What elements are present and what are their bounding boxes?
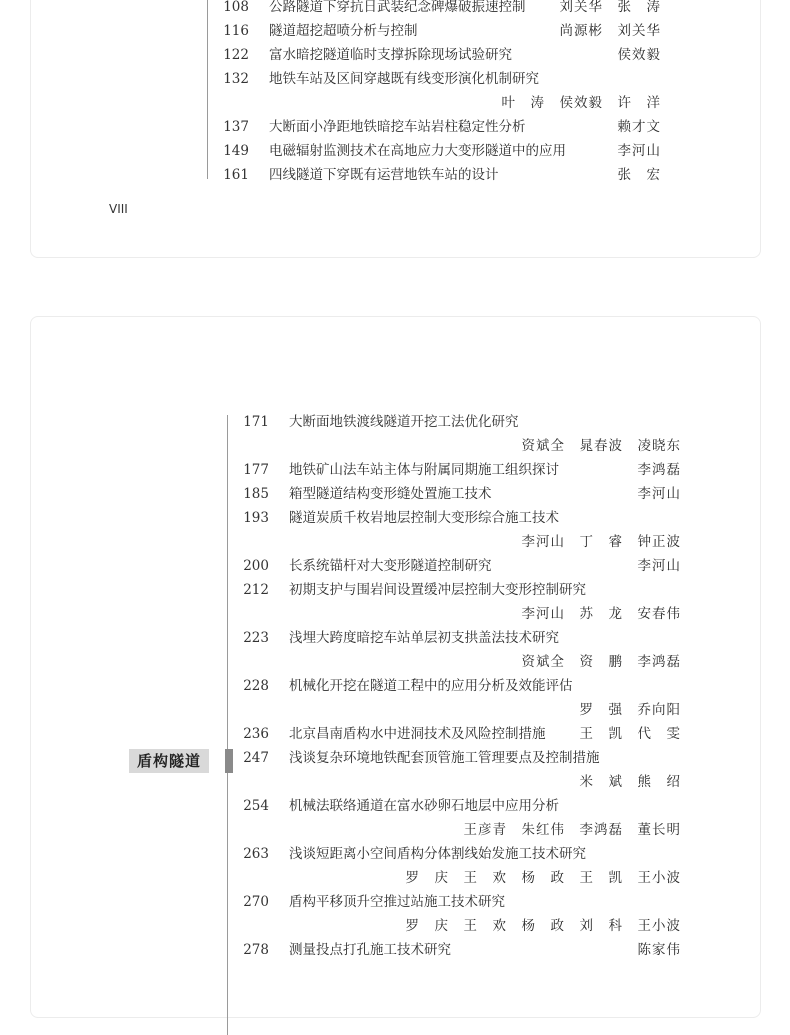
toc-authors: 罗 强 乔向阳 xyxy=(579,702,681,718)
toc-entry xyxy=(31,43,760,67)
toc-page-number: 116 xyxy=(223,23,249,39)
toc-page-number: 263 xyxy=(243,846,269,862)
toc-entry xyxy=(31,163,760,187)
toc-authors: 刘关华 张 涛 xyxy=(559,0,661,15)
toc-entry xyxy=(31,698,760,722)
toc-entry xyxy=(31,794,760,818)
toc-authors: 尚源彬 刘关华 xyxy=(559,23,661,39)
toc-page-number: 132 xyxy=(223,71,249,87)
toc-page-number: 223 xyxy=(243,630,269,646)
toc-title: 机械化开挖在隧道工程中的应用分析及效能评估 xyxy=(289,678,573,694)
toc-title: 浅谈复杂环境地铁配套顶管施工管理要点及控制措施 xyxy=(289,750,600,766)
toc-authors: 李鸿磊 xyxy=(637,462,681,478)
toc-title: 初期支护与围岩间设置缓冲层控制大变形控制研究 xyxy=(289,582,586,598)
toc-authors: 罗 庆 王 欢 杨 政 刘 科 王小波 xyxy=(405,918,681,934)
toc-entry xyxy=(31,91,760,115)
toc-entry xyxy=(31,530,760,554)
toc-title: 隧道炭质千枚岩地层控制大变形综合施工技术 xyxy=(289,510,559,526)
toc-entry xyxy=(31,770,760,794)
toc-page-number: 171 xyxy=(243,414,269,430)
toc-entry xyxy=(31,914,760,938)
toc-entry xyxy=(31,626,760,650)
toc-entry xyxy=(31,506,760,530)
toc-entry xyxy=(31,410,760,434)
toc-title: 电磁辐射监测技术在高地应力大变形隧道中的应用 xyxy=(269,143,566,159)
toc-authors: 叶 涛 侯效毅 许 洋 xyxy=(501,95,661,111)
toc-authors: 资斌全 晁春波 凌晓东 xyxy=(521,438,681,454)
toc-entry xyxy=(31,67,760,91)
toc-authors: 资斌全 资 鹏 李鸿磊 xyxy=(521,654,681,670)
toc-authors: 米 斌 熊 绍 xyxy=(579,774,681,790)
toc-title: 机械法联络通道在富水砂卵石地层中应用分析 xyxy=(289,798,559,814)
toc-entry xyxy=(31,602,760,626)
toc-page-number: 254 xyxy=(243,798,269,814)
toc-entry xyxy=(31,722,760,746)
toc-page-number: 200 xyxy=(243,558,269,574)
toc-entry xyxy=(31,458,760,482)
toc-title: 浅埋大跨度暗挖车站单层初支拱盖法技术研究 xyxy=(289,630,559,646)
toc-entry xyxy=(31,19,760,43)
toc-page-number: 185 xyxy=(243,486,269,502)
toc-title: 盾构平移顶升空推过站施工技术研究 xyxy=(289,894,505,910)
toc-title: 北京昌南盾构水中进洞技术及风险控制措施 xyxy=(289,726,546,742)
toc-page-number: 228 xyxy=(243,678,269,694)
toc-page-number: 236 xyxy=(243,726,269,742)
toc-entry xyxy=(31,434,760,458)
toc-page-number: 177 xyxy=(243,462,269,478)
toc-entry xyxy=(31,818,760,842)
toc-authors: 王 凯 代 雯 xyxy=(579,726,681,742)
toc-entry xyxy=(31,890,760,914)
toc-entry xyxy=(31,0,760,19)
toc-page-bottom xyxy=(30,316,761,1018)
toc-title: 公路隧道下穿抗日武装纪念碑爆破振速控制 xyxy=(269,0,526,15)
toc-authors: 李河山 xyxy=(637,486,681,502)
toc-page-number: 108 xyxy=(223,0,249,15)
toc-page-number: 149 xyxy=(223,143,249,159)
toc-page-number: 137 xyxy=(223,119,249,135)
toc-title: 四线隧道下穿既有运营地铁车站的设计 xyxy=(269,167,499,183)
toc-entry xyxy=(31,746,760,770)
toc-page-number: 161 xyxy=(223,167,249,183)
toc-authors: 李河山 丁 睿 钟正波 xyxy=(521,534,681,550)
toc-title: 测量投点打孔施工技术研究 xyxy=(289,942,451,958)
toc-entry xyxy=(31,842,760,866)
toc-authors: 赖才文 xyxy=(617,119,661,135)
toc-title: 箱型隧道结构变形缝处置施工技术 xyxy=(289,486,492,502)
toc-title: 地铁矿山法车站主体与附属同期施工组织探讨 xyxy=(289,462,559,478)
toc-title: 长系统锚杆对大变形隧道控制研究 xyxy=(289,558,492,574)
toc-title: 富水暗挖隧道临时支撑拆除现场试验研究 xyxy=(269,47,512,63)
toc-authors: 张 宏 xyxy=(617,167,661,183)
toc-page-number: 193 xyxy=(243,510,269,526)
toc-title: 隧道超挖超喷分析与控制 xyxy=(269,23,418,39)
toc-authors: 侯效毅 xyxy=(617,47,661,63)
toc-authors: 李河山 xyxy=(617,143,661,159)
toc-authors: 李河山 xyxy=(637,558,681,574)
toc-entry xyxy=(31,866,760,890)
toc-entry xyxy=(31,139,760,163)
toc-entry xyxy=(31,938,760,962)
toc-page-top xyxy=(30,0,761,258)
toc-entry xyxy=(31,650,760,674)
toc-title: 地铁车站及区间穿越既有线变形演化机制研究 xyxy=(269,71,539,87)
toc-authors: 李河山 苏 龙 安春伟 xyxy=(521,606,681,622)
toc-entry xyxy=(31,482,760,506)
toc-entry xyxy=(31,674,760,698)
toc-entry xyxy=(31,554,760,578)
toc-entry xyxy=(31,578,760,602)
toc-authors: 王彦青 朱红伟 李鸿磊 董长明 xyxy=(463,822,681,838)
toc-page-number: 247 xyxy=(243,750,269,766)
page-number: VIII xyxy=(109,202,128,216)
toc-page-number: 270 xyxy=(243,894,269,910)
toc-title: 大断面地铁渡线隧道开挖工法优化研究 xyxy=(289,414,519,430)
toc-authors: 罗 庆 王 欢 杨 政 王 凯 王小波 xyxy=(405,870,681,886)
toc-entry xyxy=(31,115,760,139)
toc-title: 大断面小净距地铁暗挖车站岩柱稳定性分析 xyxy=(269,119,526,135)
section-heading: 盾构隧道 xyxy=(129,749,209,773)
toc-title: 浅谈短距离小空间盾构分体割线始发施工技术研究 xyxy=(289,846,586,862)
toc-page-number: 278 xyxy=(243,942,269,958)
toc-page-number: 212 xyxy=(243,582,269,598)
toc-page-number: 122 xyxy=(223,47,249,63)
toc-authors: 陈家伟 xyxy=(637,942,681,958)
